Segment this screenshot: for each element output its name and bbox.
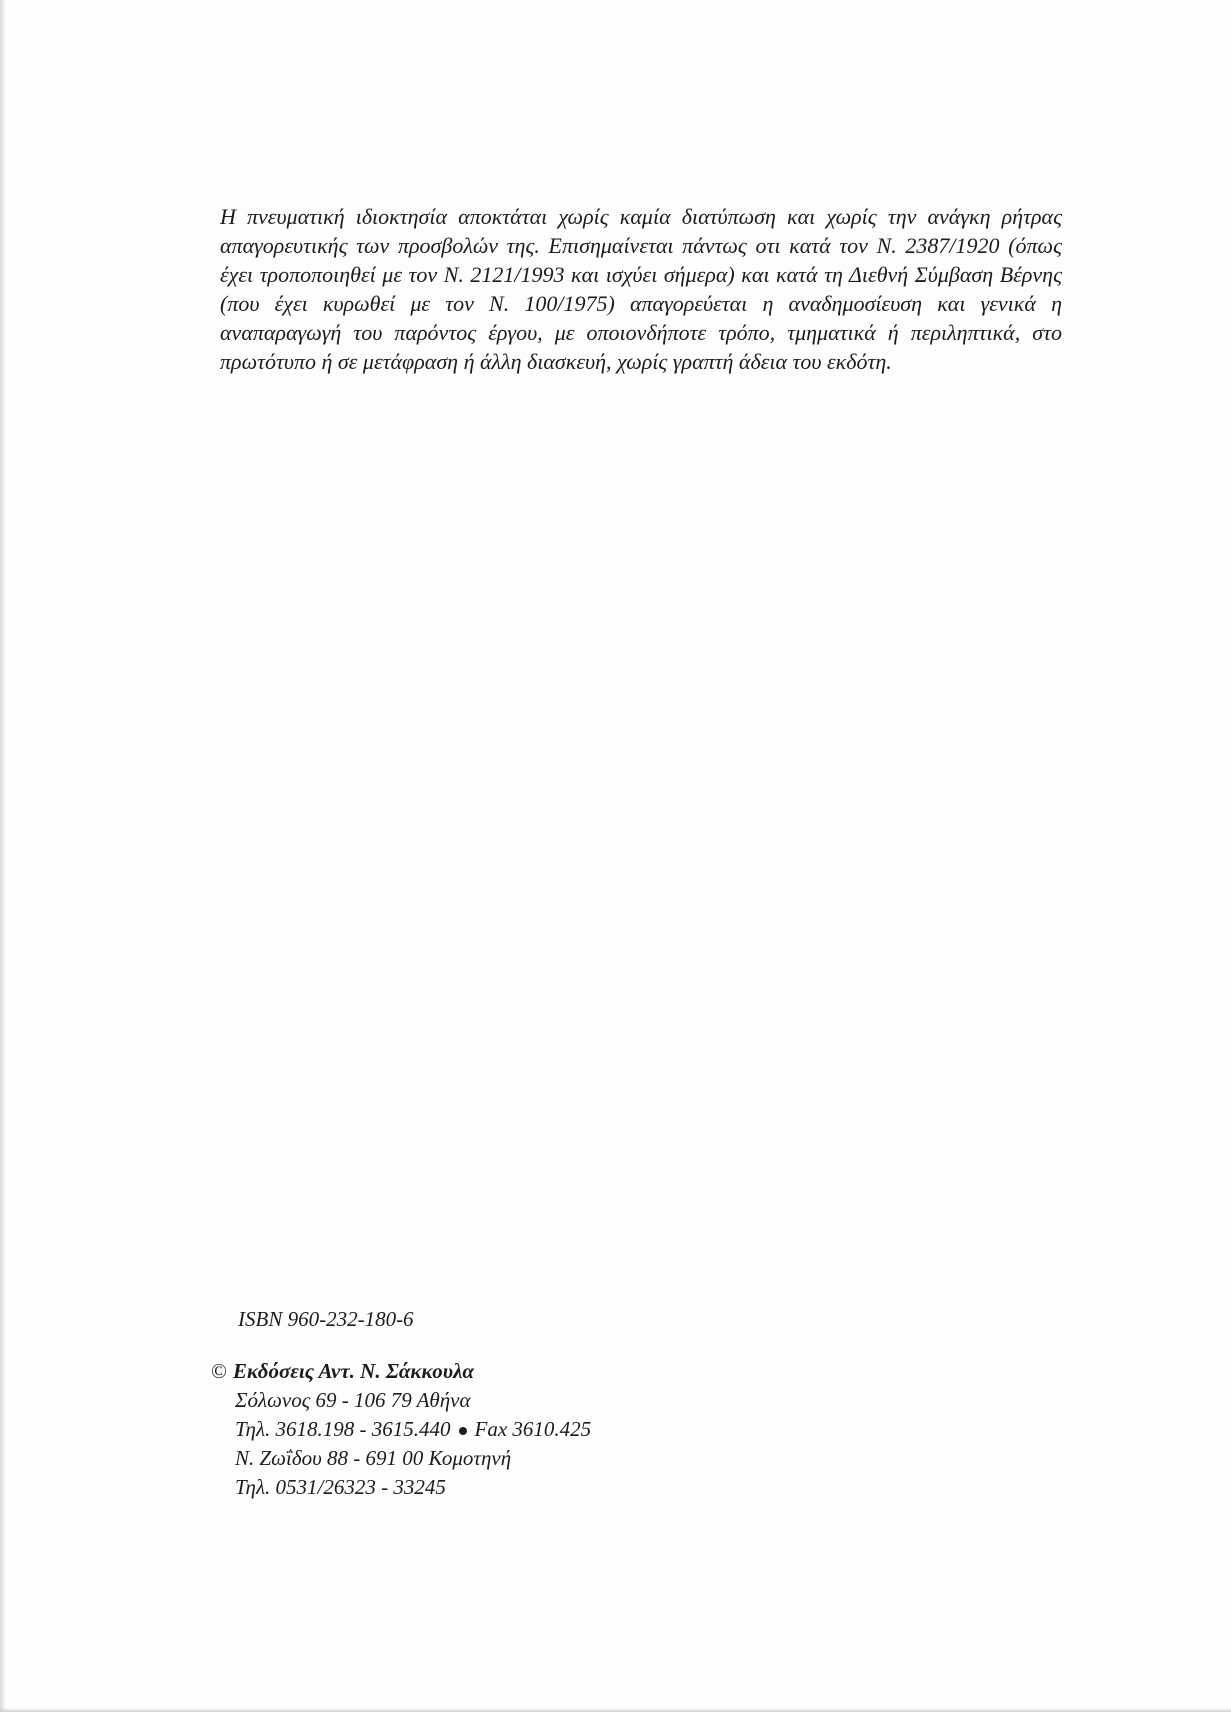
page-bottom-shadow	[0, 1708, 1231, 1712]
copyright-notice: Η πνευματική ιδιοκτησία αποκτάται χωρίς καμία διατύπωση και χωρίς την ανάγκη ρήτρας απαγορευτικής των προσβολών της. Επισημαίνεται πάντως οτι κατά τον Ν. 2387/1920 (όπως έχει τροποποιηθεί με τον Ν. 2121/1993 και ισχύει σήμερα) και κατά τη Διεθνή Σύμβαση Βέρνης (που έχει κυρωθεί με τον Ν. 100/1975) απαγορεύεται η αναδημοσίευση και γενικά η αναπαραγωγή του παρόντος έργου, με οποιονδήποτε τρόπο, τμηματικά ή περιληπτικά, στο πρωτότυπο ή σε μετάφραση ή άλλη διασκευή, χωρίς γραπτή άδεια του εκδότη.	[220, 204, 1062, 374]
address-athens: Σόλωνος 69 - 106 79 Αθήνα	[235, 1388, 471, 1412]
publisher-info	[211, 1357, 591, 1502]
page-edge-shadow	[0, 0, 6, 1712]
phone-athens: Τηλ. 3618.198 - 3615.440	[235, 1417, 451, 1441]
phone-komotini: Τηλ. 0531/26323 - 33245	[235, 1475, 446, 1499]
publisher-name-line	[211, 1357, 591, 1386]
address-komotini: Ν. Ζωΐδου 88 - 691 00 Κομοτηνή	[235, 1446, 512, 1470]
contact-athens	[211, 1415, 591, 1444]
publisher-name: Εκδόσεις Αντ. Ν. Σάκκουλα	[232, 1359, 475, 1383]
fax-athens: Fax 3610.425	[474, 1417, 592, 1441]
copyright-symbol: ©	[211, 1359, 227, 1383]
isbn-number: ISBN 960-232-180-6	[238, 1307, 414, 1331]
bullet-separator	[459, 1427, 467, 1435]
